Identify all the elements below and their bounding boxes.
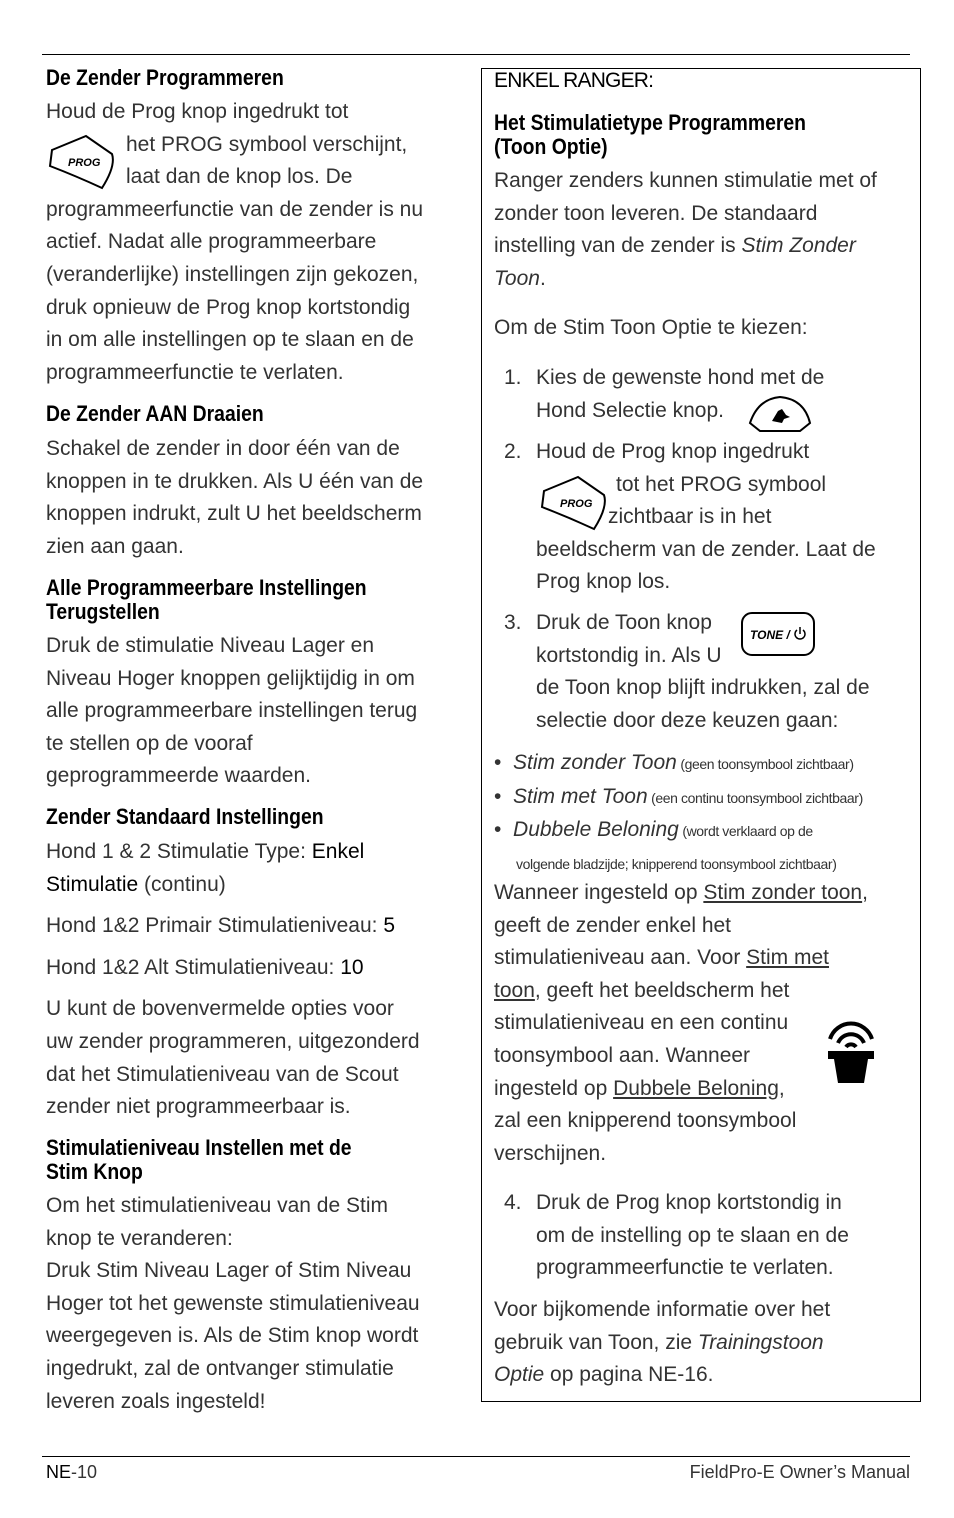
section-title-standaard: Zender Standaard Instellingen [46, 804, 324, 829]
section-body-stim: Om het stimulatieniveau van de Stim knop te veranderen: Druk Stim Niveau Lager of Stim Niveau Hoger tot het gewenste stimulatieniveau weergegeven is. Als de Stim knop wordt ingedrukt, zal de ontvanger stimulatie leveren zoals ingesteld! [46, 1194, 420, 1413]
box-label: ENKEL RANGER: [494, 69, 654, 92]
tone-explanation: Wanneer ingesteld op Stim zonder toon, geeft de zender enkel het stimulatieniveau aan. Voor Stim met toon, geeft het beeldscherm het stimulatieniveau en een continu toonsymbool aan. Wanneer ingesteld op Dubbele Beloning, zal een knipperend toonsymbool verschijnen. [494, 881, 868, 1165]
section-title-stim-1: Stimulatieniveau Instellen met de [46, 1135, 352, 1160]
svg-text:TONE /: TONE / [750, 628, 790, 642]
section-body-programmeren: Houd de Prog knop ingedrukt tot het PROG symbool verschijnt, laat dan de knop los. De programmeerfunctie van de zender is nu actief. Nadat alle programmeerbare (veranderlijke) instellingen zijn gekozen, druk opnieuw de Prog knop kortstondig in om alle instellingen op te slaan en de programmeerfunctie te verlaten. [46, 100, 424, 384]
manual-title: FieldPro-E Owner’s Manual [689, 1462, 910, 1482]
bottom-rule [42, 1456, 910, 1457]
box-intro: Ranger zenders kunnen stimulatie met of zonder toon leveren. De standaard instelling van de zender is Stim Zonder Toon. [494, 169, 877, 290]
section-body-standaard: Hond 1 & 2 Stimulatie Type: Enkel Stimulatie (continu) Hond 1&2 Primair Stimulatieniveau: 5 Hond 1&2 Alt Stimulatieniveau: 10 U kunt de bovenvermelde opties voor uw zender programmeren, uitgezonderd dat het Stimulatieniveau van de Scout zender niet programmeerbaar is. [46, 836, 476, 1124]
tone-button-icon [740, 611, 816, 657]
svg-text:PROG: PROG [560, 498, 593, 510]
std-setting-primary: Hond 1&2 Primair Stimulatieniveau: 5 [46, 914, 396, 938]
section-title-stim-2: Stim Knop [46, 1159, 143, 1184]
box-choose-text: Om de Stim Toon Optie te kiezen: [494, 316, 808, 339]
box-footer-text: Voor bijkomende informatie over het gebruik van Toon, zie Trainingstoon Optie op pagina NE-16. [494, 1298, 831, 1387]
std-setting-alt: Hond 1&2 Alt Stimulatieniveau: 10 [46, 955, 364, 979]
page-number: NE-10 [46, 1462, 98, 1482]
prog-button-icon-2 [538, 473, 608, 533]
ranger-only-box [481, 68, 921, 1402]
step-4: 4. Druk de Prog knop kortstondig in om de instelling op te slaan en de programmeerfunctie te verlaten. [504, 1191, 849, 1280]
section-body-reset: Druk de stimulatie Niveau Lager en Niveau Hoger knoppen gelijktijdig in om alle programmeerbare instellingen terug te stellen op de vooraf geprogrammeerde waarden. [46, 634, 418, 788]
top-rule [42, 54, 910, 55]
section-title-reset-2: Terugstellen [46, 599, 160, 624]
section-body-aan: Schakel de zender in door één van de knoppen in te drukken. Als U één van de knoppen indrukt, zult U het beeldscherm zien aan gaan. [46, 437, 424, 558]
step-2: 2. Houd de Prog knop ingedrukt tot het PROG symbool zichtbaar is in het beeldscherm van de zender. Laat de Prog knop los. [504, 440, 876, 594]
box-title-2: (Toon Optie) [494, 134, 608, 159]
list-item: • Stim zonder Toon (geen toonsymbool zichtbaar) [494, 751, 854, 774]
tone-options-list: • Stim zonder Toon (geen toonsymbool zichtbaar) • Stim met Toon (een continu toonsymbool zichtbaar) • Dubbele Beloning (wordt verklaard op de volgende bladzijde; knipperend toonsymbool zichtbaar) [494, 747, 914, 880]
step-3: 3. Druk de Toon knop kortstondig in. Als U de Toon knop blijft indrukken, zal de selectie door deze keuzen gaan: [504, 611, 870, 732]
section-title-reset-1: Alle Programmeerbare Instellingen [46, 575, 367, 600]
section-title-programmeren: De Zender Programmeren [46, 65, 284, 90]
box-title-1: Het Stimulatietype Programmeren [494, 110, 807, 135]
section-title-aan: De Zender AAN Draaien [46, 401, 264, 426]
tone-symbol-icon [822, 1013, 880, 1085]
step-1: 1. Kies de gewenste hond met de Hond Selectie knop. [504, 366, 825, 422]
std-setting-type: Hond 1 & 2 Stimulatie Type: Enkel [46, 840, 365, 863]
dog-select-icon [746, 393, 814, 433]
list-item: • Dubbele Beloning (wordt verklaard op de [494, 818, 813, 842]
prog-button-icon [46, 132, 116, 192]
svg-text:PROG: PROG [68, 157, 101, 169]
list-item: • Stim met Toon (een continu toonsymbool zichtbaar) [494, 784, 863, 808]
